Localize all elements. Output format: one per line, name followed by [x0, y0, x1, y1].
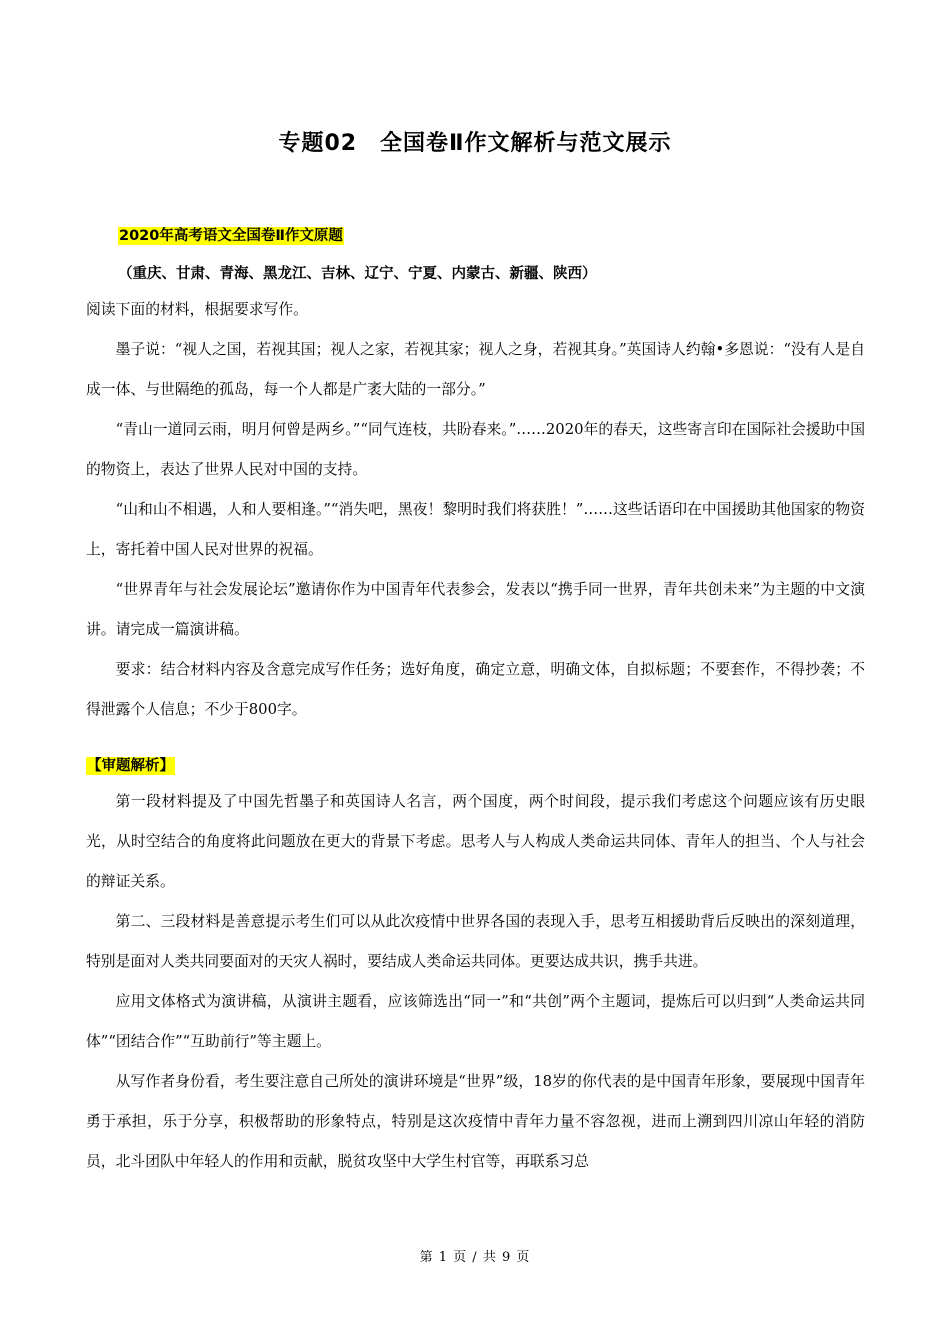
- material-paragraph: “山和山不相遇，人和人要相逢。”“消失吧，黑夜！黎明时我们将获胜！”……这些话语印在中国援助其他国家的物资上，寄托着中国人民对世界的祝福。: [86, 501, 865, 558]
- material-paragraph: “世界青年与社会发展论坛”邀请你作为中国青年代表参会，发表以“携手同一世界，青年共创未来”为主题的中文演讲。请完成一篇演讲稿。: [86, 581, 865, 638]
- intro-paragraph: 阅读下面的材料，根据要求写作。: [86, 301, 308, 318]
- material-paragraph: 墨子说：“视人之国，若视其国；视人之家，若视其家；视人之身，若视其身。”英国诗人约翰•多恩说：“没有人是自成一体、与世隔绝的孤岛，每一个人都是广袤大陆的一部分。”: [86, 341, 865, 398]
- page-title: 专题02 全国卷Ⅱ作文解析与范文展示: [278, 131, 672, 156]
- exam-heading: [118, 224, 344, 245]
- analysis-paragraph: 从写作者身份看，考生要注意自己所处的演讲环境是“世界”级，18岁的你代表的是中国青年形象，要展现中国青年勇于承担，乐于分享，积极帮助的形象特点，特别是这次疫情中青年力量不容忽视，进而上溯到四川凉山年轻的消防员，北斗团队中年轻人的作用和贡献，脱贫攻坚中大学生村官等，再联系习总: [86, 1073, 865, 1170]
- provinces-line: （重庆、甘肃、青海、黑龙江、吉林、辽宁、宁夏、内蒙古、新疆、陕西）: [118, 266, 597, 282]
- analysis-paragraph: 应用文体格式为演讲稿，从演讲主题看，应该筛选出“同一”和“共创”两个主题词，提炼后可以归到“人类命运共同体”“团结合作”“互助前行”等主题上。: [86, 993, 865, 1050]
- material-section: [86, 290, 865, 730]
- material-paragraph: “青山一道同云雨，明月何曾是两乡。”“同气连枝，共盼春来。”……2020年的春天，这些寄言印在国际社会援助中国的物资上，表达了世界人民对中国的支持。: [86, 421, 865, 478]
- analysis-heading: [86, 754, 175, 775]
- exam-heading-label: 2020年高考语文全国卷Ⅱ作文原题: [119, 228, 343, 244]
- analysis-heading-label: 【审题解析】: [87, 758, 174, 774]
- analysis-paragraph: 第二、三段材料是善意提示考生们可以从此次疫情中世界各国的表现入手，思考互相援助背后反映出的深刻道理，特别是面对人类共同要面对的天灾人祸时，要结成人类命运共同体。更要达成共识，携手共进。: [86, 913, 865, 970]
- analysis-paragraph: 第一段材料提及了中国先哲墨子和英国诗人名言，两个国度，两个时间段，提示我们考虑这个问题应该有历史眼光，从时空结合的角度将此问题放在更大的背景下考虑。思考人与人构成人类命运共同体、青年人的担当、个人与社会的辩证关系。: [86, 793, 865, 890]
- requirements-paragraph: 要求：结合材料内容及含意完成写作任务；选好角度，确定立意，明确文体，自拟标题；不要套作，不得抄袭；不得泄露个人信息；不少于800字。: [86, 661, 865, 718]
- analysis-section: [86, 782, 865, 1182]
- page-footer: 第 1 页 / 共 9 页: [419, 1250, 531, 1265]
